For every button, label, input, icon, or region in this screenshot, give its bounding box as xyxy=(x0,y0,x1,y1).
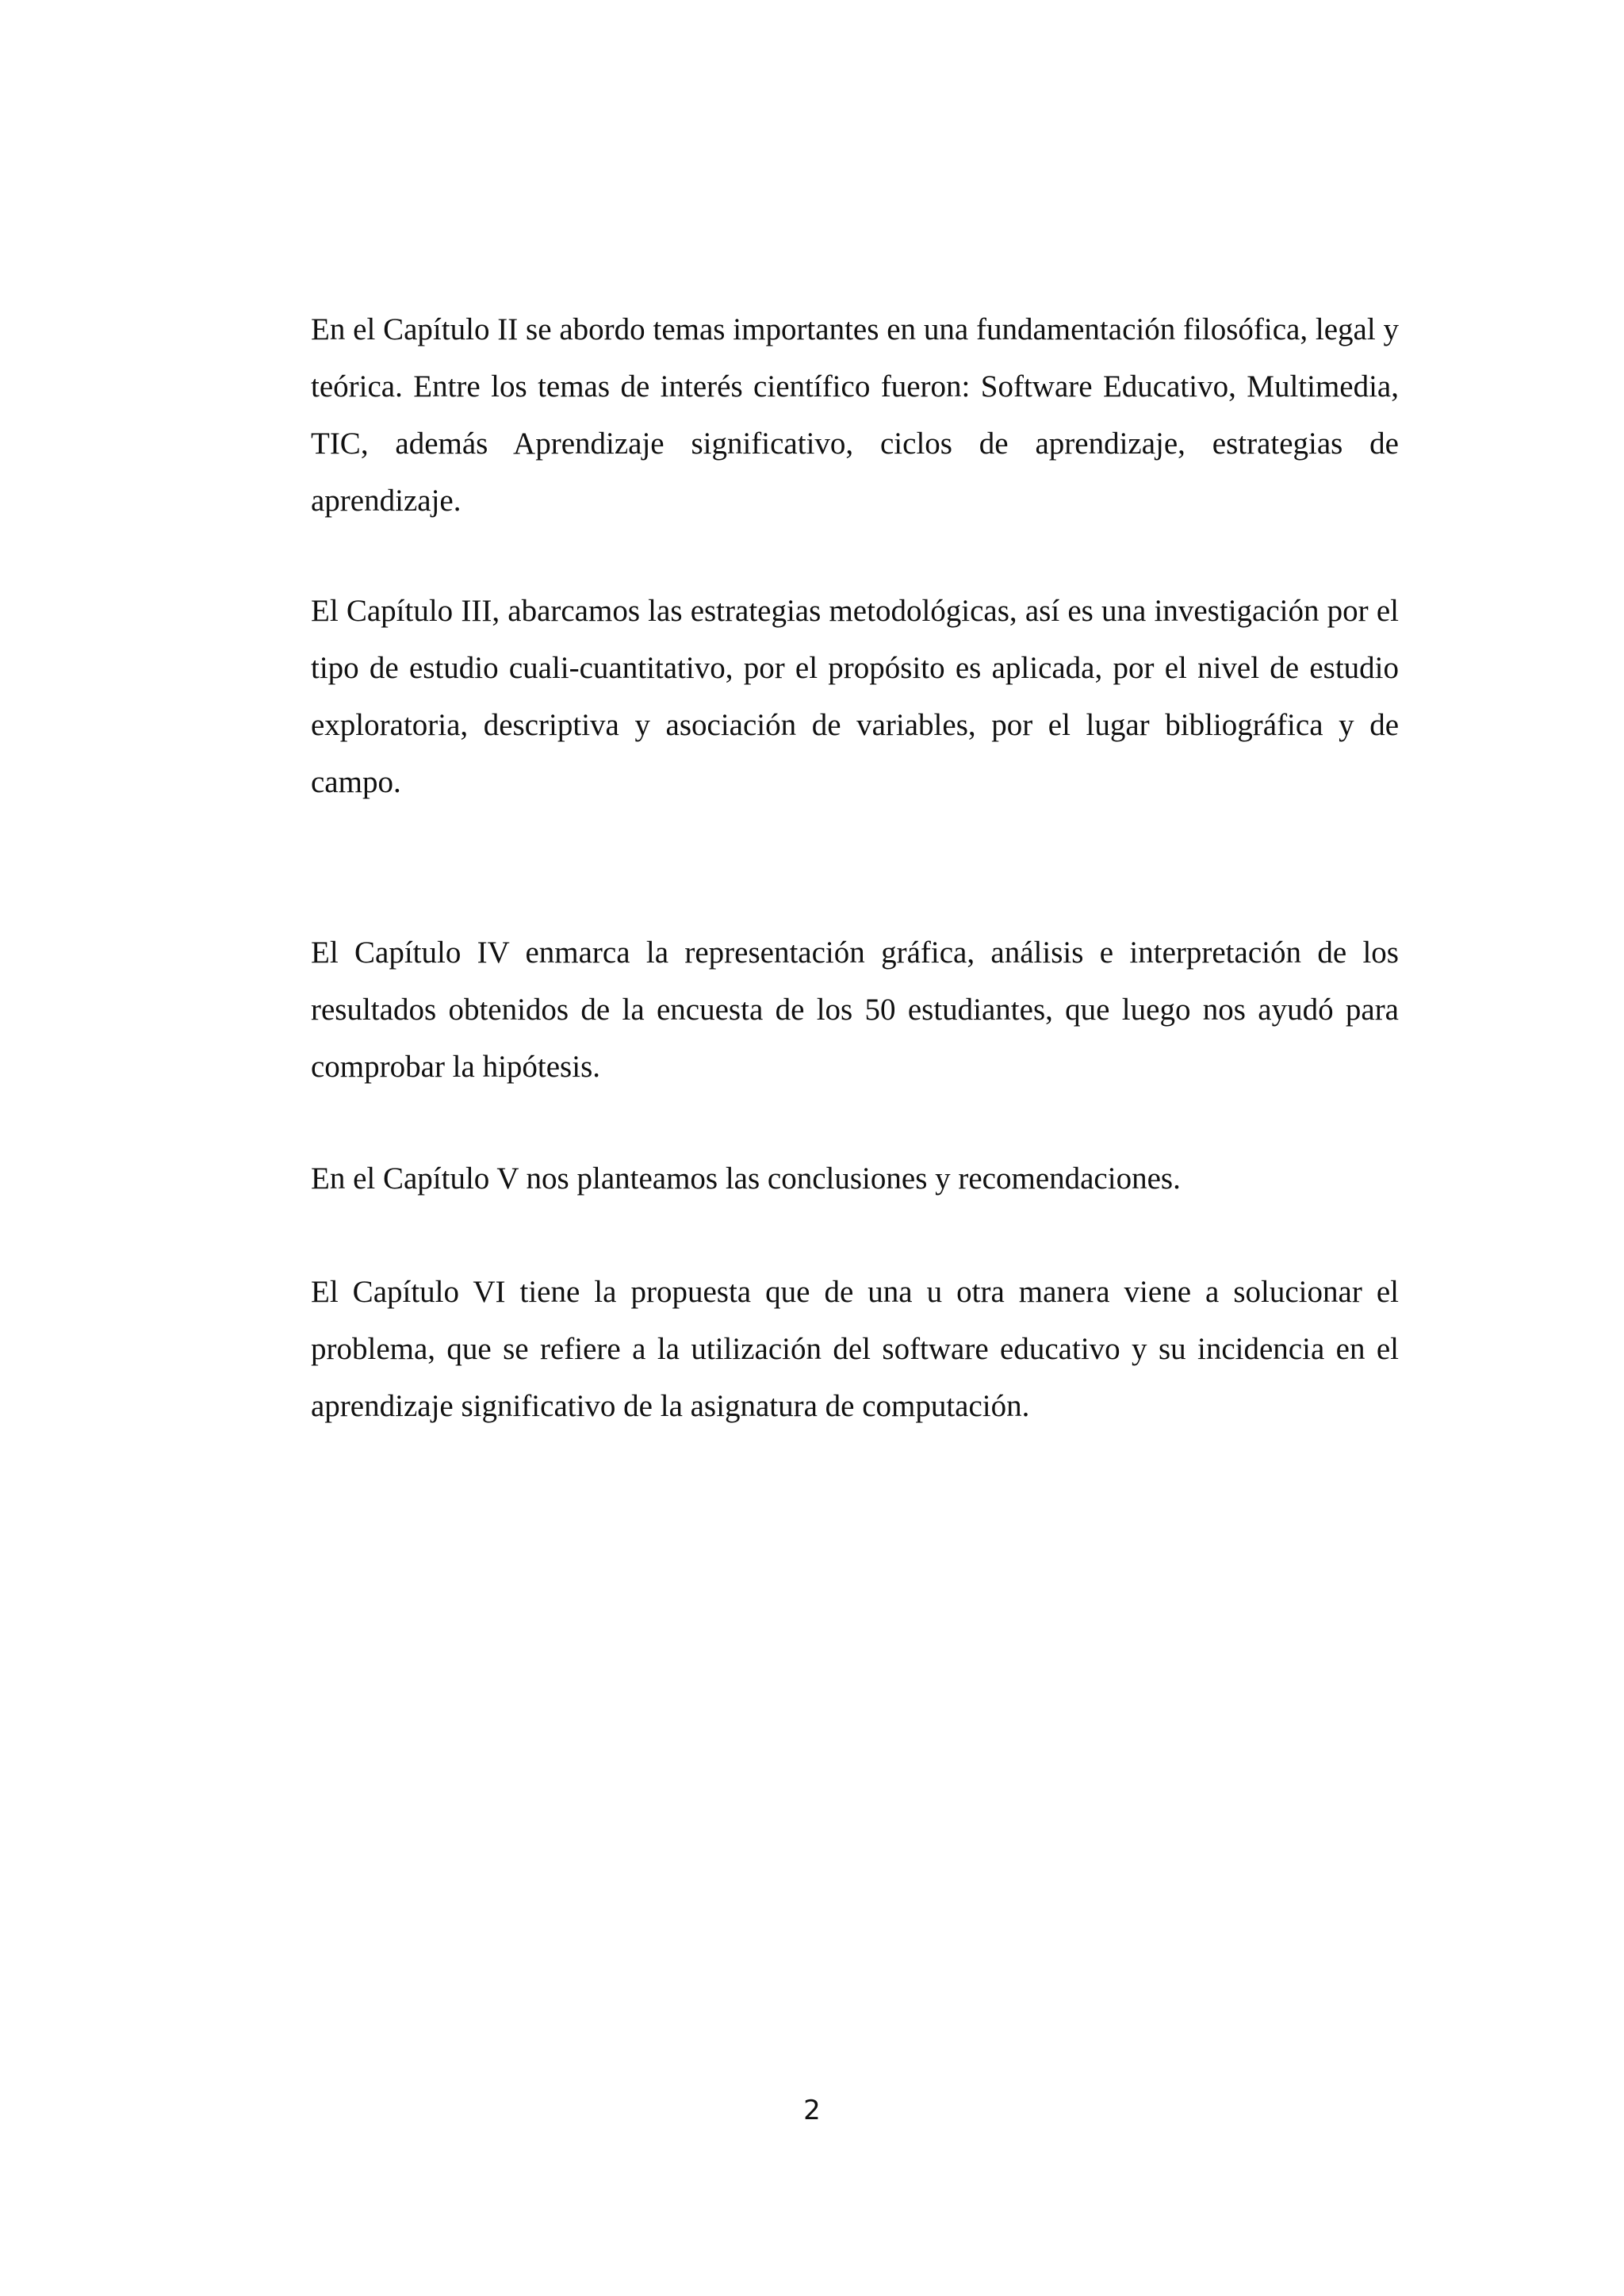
paragraph-chapter-5: En el Capítulo V nos planteamos las conclusiones y recomendaciones. xyxy=(311,1161,1181,1196)
paragraph-chapter-2: En el Capítulo II se abordo temas importantes en una fundamentación filosófica, legal y teórica. Entre los temas de interés científico fueron: Software Educativo, Multimedia, TIC, además Aprendizaje significativo, ciclos de aprendizaje, estrategias de aprendizaje. xyxy=(311,312,1399,518)
page-number: 2 xyxy=(803,2095,821,2126)
paragraph-chapter-3: El Capítulo III, abarcamos las estrategias metodológicas, así es una investigación por el tipo de estudio cuali-cuantitativo, por el propósito es aplicada, por el nivel de estudio exploratoria, descriptiva y asociación de variables, por el lugar bibliográfica y de campo. xyxy=(311,594,1399,799)
paragraph-chapter-6: El Capítulo VI tiene la propuesta que de una u otra manera viene a solucionar el problema, que se refiere a la utilización del software educativo y su incidencia en el aprendizaje significativo de la asignatura de computación. xyxy=(311,1275,1399,1423)
paragraph-chapter-4: El Capítulo IV enmarca la representación gráfica, análisis e interpretación de los resultados obtenidos de la encuesta de los 50 estudiantes, que luego nos ayudó para comprobar la hipótesis. xyxy=(311,936,1399,1084)
